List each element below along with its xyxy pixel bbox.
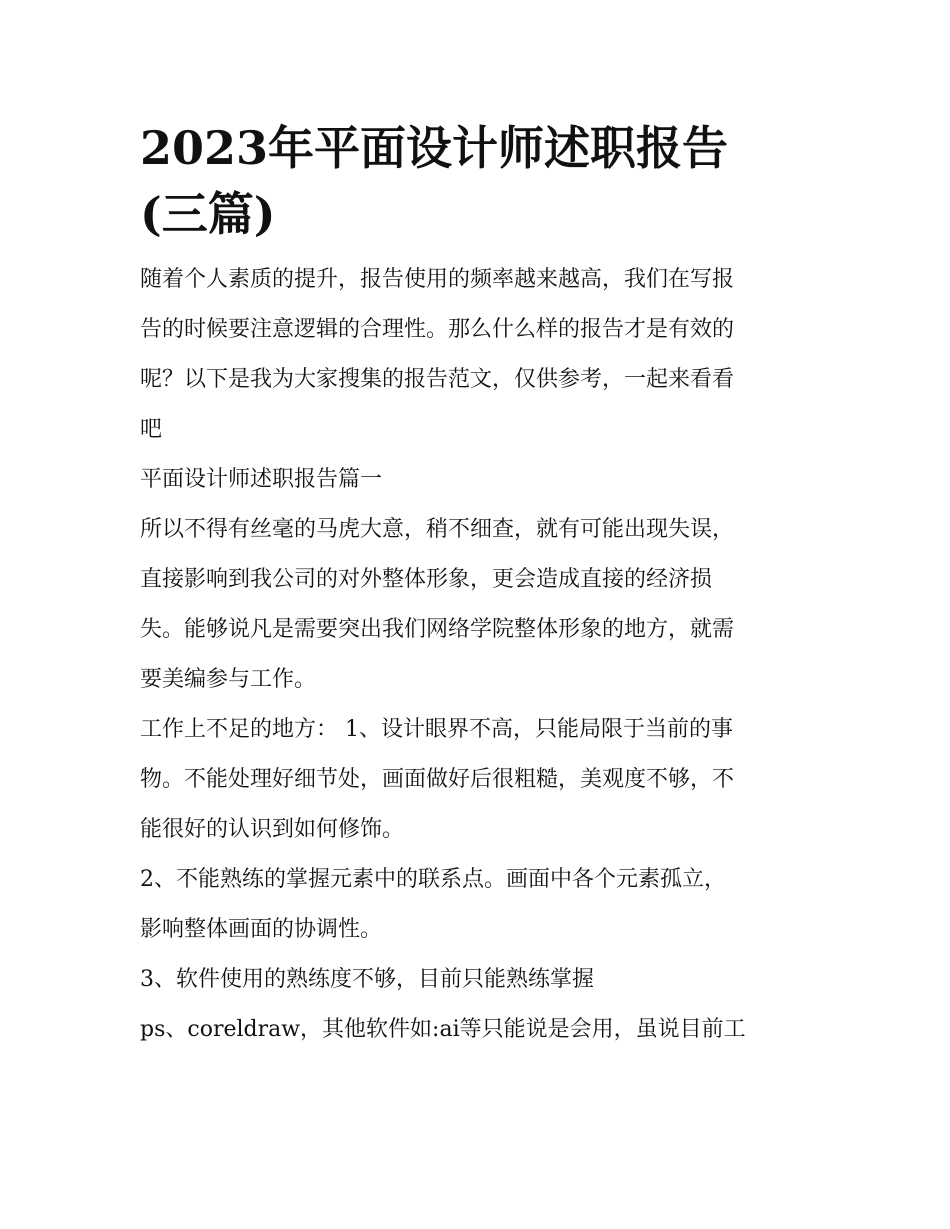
text-line: 平面设计师述职报告篇一 xyxy=(140,467,383,492)
body-paragraph-1 xyxy=(140,505,815,705)
text-line: ps、coreldraw，其他软件如:ai等只能说是会用，虽说目前工 xyxy=(140,1017,746,1042)
document-title xyxy=(140,115,815,247)
intro-paragraph xyxy=(140,255,815,455)
text-line: 所以不得有丝毫的马虎大意，稍不细查，就有可能出现失误， xyxy=(140,517,735,542)
text-line: 物。不能处理好细节处，画面做好后很粗糙，美观度不够，不 xyxy=(140,767,735,792)
text-line: 工作上不足的地方： 1、设计眼界不高，只能局限于当前的事 xyxy=(140,717,733,742)
body-paragraph-3 xyxy=(140,855,815,955)
text-line: 吧 xyxy=(140,417,163,442)
title-line-2: (三篇) xyxy=(140,187,276,241)
document-page xyxy=(140,115,815,1055)
text-line: 呢？以下是我为大家搜集的报告范文，仅供参考，一起来看看 xyxy=(140,367,735,392)
section-heading xyxy=(140,455,815,505)
text-line: 告的时候要注意逻辑的合理性。那么什么样的报告才是有效的 xyxy=(140,317,735,342)
text-line: 3、软件使用的熟练度不够，目前只能熟练掌握 xyxy=(140,967,594,992)
text-line: 2、不能熟练的掌握元素中的联系点。画面中各个元素孤立， xyxy=(140,867,726,892)
body-paragraph-4 xyxy=(140,955,815,1055)
text-line: 要美编参与工作。 xyxy=(140,667,317,692)
text-line: 直接影响到我公司的对外整体形象，更会造成直接的经济损 xyxy=(140,567,713,592)
text-line: 随着个人素质的提升，报告使用的频率越来越高，我们在写报 xyxy=(140,267,735,292)
text-line: 失。能够说凡是需要突出我们网络学院整体形象的地方，就需 xyxy=(140,617,735,642)
text-line: 影响整体画面的协调性。 xyxy=(140,917,383,942)
body-paragraph-2 xyxy=(140,705,815,855)
title-line-1: 2023年平面设计师述职报告 xyxy=(140,121,729,175)
text-line: 能很好的认识到如何修饰。 xyxy=(140,817,405,842)
